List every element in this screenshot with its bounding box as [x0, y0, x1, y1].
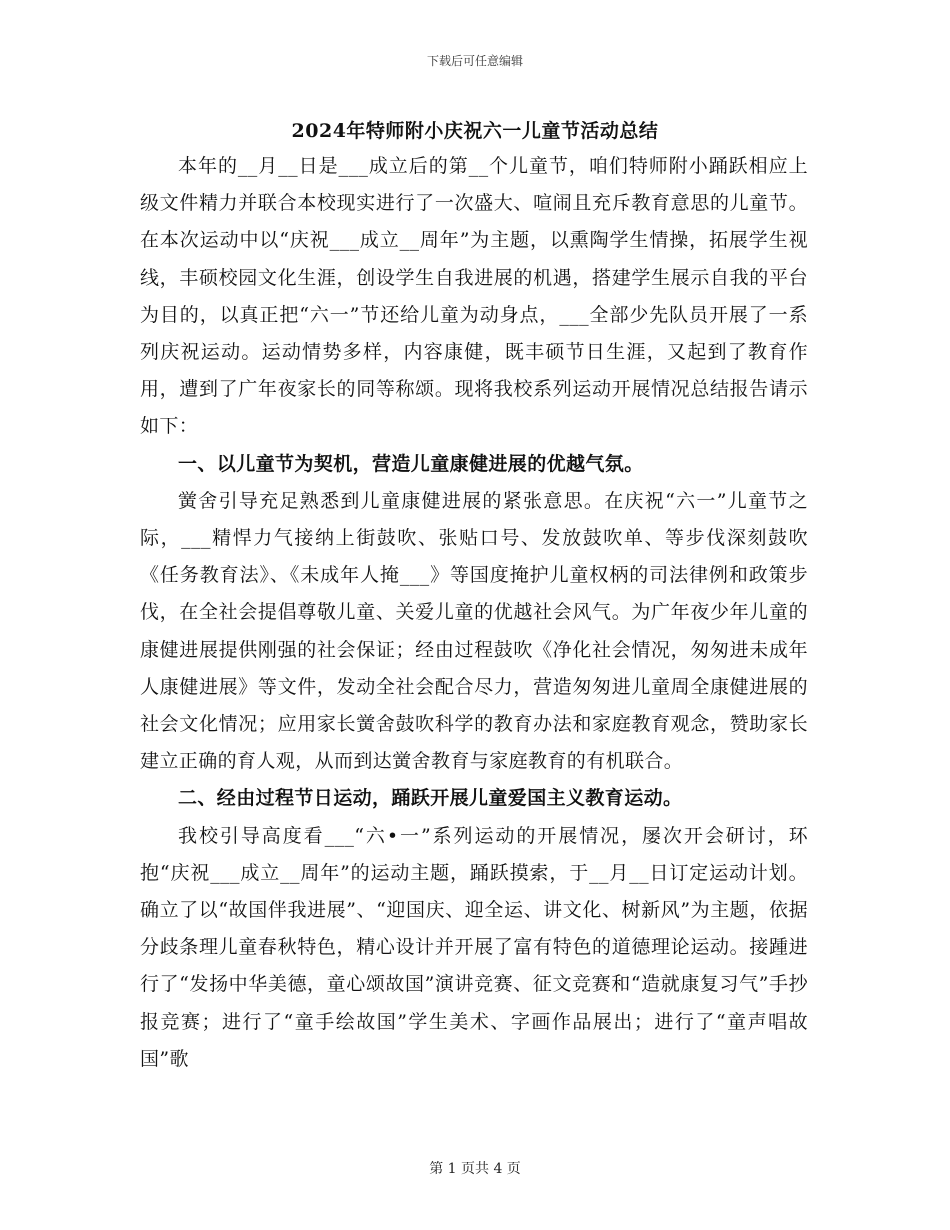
page-header-note: 下载后可任意编辑 — [426, 54, 523, 68]
page-number-footer: 第 1 页共 4 页 — [429, 1161, 521, 1177]
document-title: 2024年特师附小庆祝六一儿童节活动总结 — [291, 120, 659, 142]
document-body — [140, 148, 808, 1078]
section-heading-1: 一、以儿童节为契机，营造儿童康健进展的优越气氛。 — [178, 452, 644, 475]
paragraph-section-1: 黉舍引导充足熟悉到儿童康健进展的紧张意思。在庆祝“六一”儿童节之际，___精悍力气接纳上街鼓吹、张贴口号、发放鼓吹单、等步伐深刻鼓吹《任务教育法》、《未成年人掩___》等国度掩护儿童权柄的司法律例和政策步伐，在全社会提倡尊敬儿童、关爱儿童的优越社会风气。为广年夜少年儿童的康健进展提供刚强的社会保证；经由过程鼓吹《净化社会情况，匆匆进未成年人康健进展》等文件，发动全社会配合尽力，营造匆匆进儿童周全康健进展的社会文化情况；应用家长黉舍鼓吹科学的教育办法和家庭教育观念，赞助家长建立正确的育人观，从而到达黉舍教育与家庭教育的有机联合。 — [140, 489, 808, 773]
paragraph-section-2: 我校引导高度看___“六•一”系列运动的开展情况，屡次开会研讨，环抱“庆祝___成立__周年”的运动主题，踊跃摸索，于__月__日订定运动计划。确立了以“故国伴我进展”、“迎国庆、迎全运、讲文化、树新风”为主题，依据分歧条理儿童春秋特色，精心设计并开展了富有特色的道德理论运动。接踵进行了“发扬中华美德，童心颂故国”演讲竞赛、征文竞赛和“造就康复习气”手抄报竞赛；进行了“童手绘故国”学生美术、字画作品展出；进行了“童声唱故国”歌 — [140, 824, 808, 1070]
paragraph-intro: 本年的__月__日是___成立后的第__个儿童节，咱们特师附小踊跃相应上级文件精力并联合本校现实进行了一次盛大、喧闹且充斥教育意思的儿童节。在本次运动中以“庆祝___成立__周年”为主题，以熏陶学生情操，拓展学生视线，丰硕校园文化生涯，创设学生自我进展的机遇，搭建学生展示自我的平台为目的，以真正把“六一”节还给儿童为动身点，___全部少先队员开展了一系列庆祝运动。运动情势多样，内容康健，既丰硕节日生涯，又起到了教育作用，遭到了广年夜家长的同等称颂。现将我校系列运动开展情况总结报告请示如下： — [140, 155, 808, 438]
section-heading-2: 二、经由过程节日运动，踊跃开展儿童爱国主义教育运动。 — [178, 787, 683, 810]
